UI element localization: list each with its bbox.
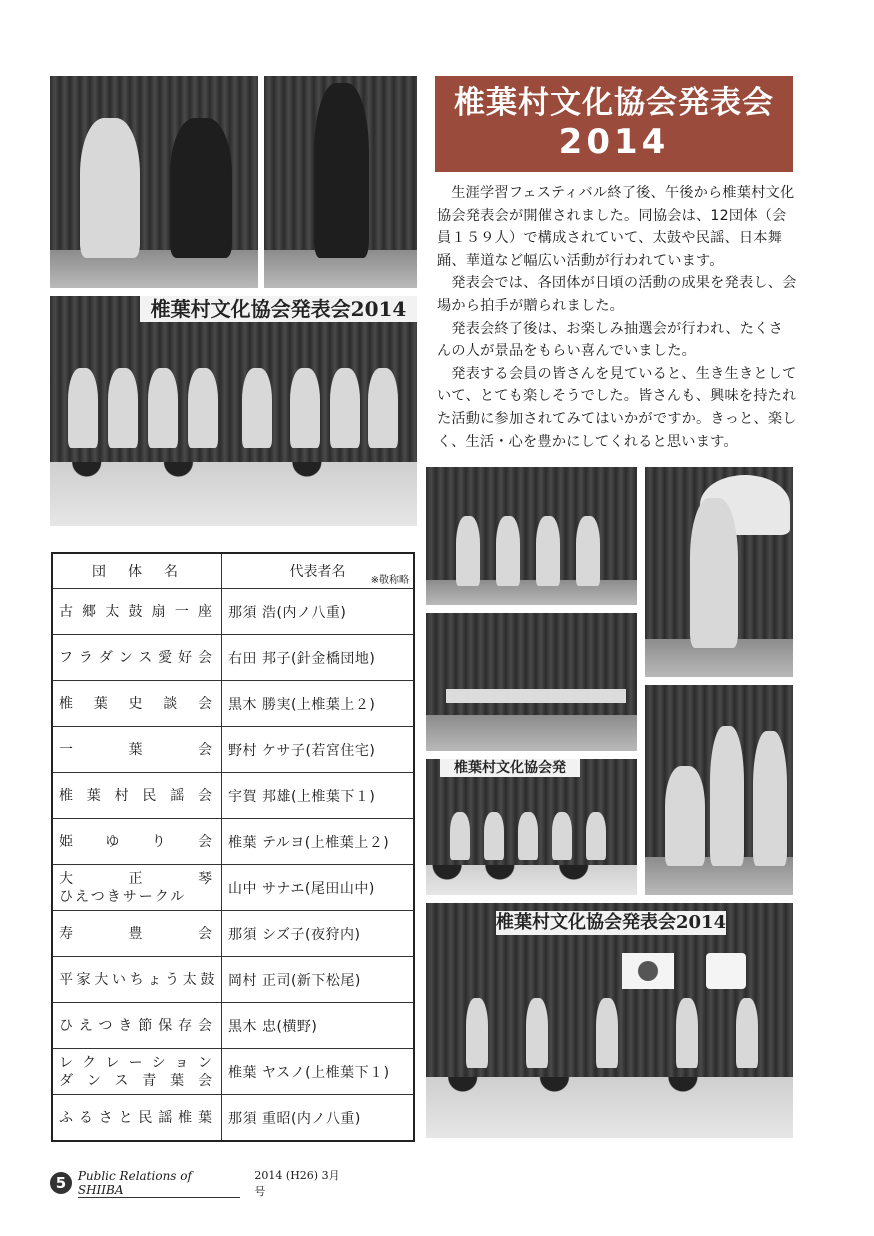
article-title-line1: 椎葉村文化協会発表会 [454,85,774,121]
performer-figure [710,726,744,866]
issue-label: 2014 (H26) 3月号 [254,1169,340,1198]
flag-circle [638,961,658,981]
representative-name: 那須 シズ子(夜狩内) [222,911,415,957]
performer-figure [586,812,606,860]
photo-folk-dance [426,759,637,895]
japan-flag [622,953,674,989]
group-name: 姫ゆり会 [52,819,222,865]
group-name: ひえつき節保存会 [52,1003,222,1049]
table-row [52,727,414,773]
performer-figure [450,812,470,860]
article-paragraph: 発表会では、各団体が日頃の活動の成果を発表し、会場から拍手が贈られました。 [437,275,797,314]
performer-figure [148,368,178,448]
performer-figure [596,998,618,1068]
group-name: フラダンス愛好会 [52,635,222,681]
article-title [435,76,793,172]
performer-figure [736,998,758,1068]
performer-figure [496,516,520,586]
group-name-line1: レクレーション [59,1054,215,1071]
performer-figure [552,812,572,860]
audience [426,865,637,895]
performer-figure [665,766,705,866]
table-row [52,957,414,1003]
representative-name: 那須 浩(内ノ八重) [222,589,415,635]
table-row [52,1095,414,1142]
performer-figure [466,998,488,1068]
photo-umbrella-dancer [645,467,793,677]
group-name: 椎葉村民謡会 [52,773,222,819]
group-name-line2: ひえつきサークル [59,888,187,905]
representative-name: 右田 邦子(針金橋団地) [222,635,415,681]
table-header-row [52,553,414,589]
table-row [52,911,414,957]
group-name: 寿豊会 [52,911,222,957]
performer-figure [484,812,504,860]
table-row [52,635,414,681]
group-name [52,1049,222,1095]
representative-name: 那須 重昭(内ノ八重) [222,1095,415,1142]
audience [50,462,417,526]
representative-name: 野村 ケサ子(若宮住宅) [222,727,415,773]
article-paragraph: 発表する会員の皆さんを見ていると、生き生きとしていて、とても楽しそうでした。皆さんも、興味を持たれた活動に参加されてみてはいかがですか。きっと、楽しく、生活・心を豊かにしてくれると思います。 [437,365,797,450]
table-row [52,1049,414,1095]
article-body [437,182,797,453]
table-row [52,865,414,911]
photo-shamisen-players [50,76,258,288]
performer-figure [526,998,548,1068]
performer-figure [170,118,232,258]
performer-figure [576,516,600,586]
article-paragraph: 発表会終了後は、お楽しみ抽選会が行われ、たくさんの人が景品をもらい喜んでいました。 [437,320,783,360]
page-footer [50,1168,350,1198]
group-name-line2: ダンス青葉会 [59,1072,215,1089]
representative-name: 黒木 忠(横野) [222,1003,415,1049]
long-table [446,689,626,703]
group-name: 一葉会 [52,727,222,773]
article-paragraph: 生涯学習フェスティバル終了後、午後から椎葉村文化協会発表会が開催されました。同協会は、12団体（会員１５９人）で構成されていて、太鼓や民謡、日本舞踊、華道など幅広い活動が行われています。 [437,185,795,269]
group-name: 椎葉史談会 [52,681,222,727]
performer-figure [518,812,538,860]
table-row [52,773,414,819]
performer-figure [690,498,738,648]
performer-figure [314,83,369,258]
village-emblem [706,953,746,989]
group-name-line1: 大正琴 [59,870,215,887]
performer-figure [80,118,140,258]
performer-figure [188,368,218,448]
representative-name: 宇賀 邦雄(上椎葉下１) [222,773,415,819]
performer-figure [108,368,138,448]
performer-figure [456,516,480,586]
performer-figure [368,368,398,448]
representative-name: 山中 サナエ(尾田山中) [222,865,415,911]
table-row [52,819,414,865]
performer-figure [68,368,98,448]
representative-name: 岡村 正司(新下松尾) [222,957,415,1003]
publication-name: Public Relations of SHIIBA [78,1169,241,1198]
table-row [52,589,414,635]
group-name: 古郷太鼓扇一座 [52,589,222,635]
article-title-year: 2014 [558,122,670,162]
performer-figure [753,731,787,866]
performer-figure [290,368,320,448]
header-group-name: 団 体 名 [52,553,222,589]
photo-kimono-dancers [645,685,793,895]
group-name: 平家大いちょう太鼓 [52,957,222,1003]
photo-lottery-panel [426,613,637,751]
photo-hula-dancers [50,296,417,526]
honorific-note: ※敬称略 [370,575,409,586]
performer-figure [242,368,272,448]
group-name [52,865,222,911]
group-name: ふるさと民謡椎葉 [52,1095,222,1142]
stage-banner: 椎葉村文化協会発 [440,759,580,777]
header-representative-label: 代表者名 [289,564,346,580]
table-row [52,1003,414,1049]
table-row [52,681,414,727]
stage-floor [426,715,637,751]
performer-figure [536,516,560,586]
photo-taiko-drummers [426,467,637,605]
groups-table [51,552,415,1142]
stage-banner: 椎葉村文化協会発表会2014 [496,912,726,933]
page-number: 5 [50,1172,72,1194]
photo-singer [264,76,417,288]
performer-figure [676,998,698,1068]
header-representative [222,553,415,589]
representative-name: 椎葉 テルヨ(上椎葉上２) [222,819,415,865]
representative-name: 黒木 勝実(上椎葉上２) [222,681,415,727]
representative-name: 椎葉 ヤスノ(上椎葉下１) [222,1049,415,1095]
audience [426,1077,793,1138]
photo-taiko-stage [426,903,793,1138]
performer-figure [330,368,360,448]
stage-banner: 椎葉村文化協会発表会2014 [140,296,417,322]
